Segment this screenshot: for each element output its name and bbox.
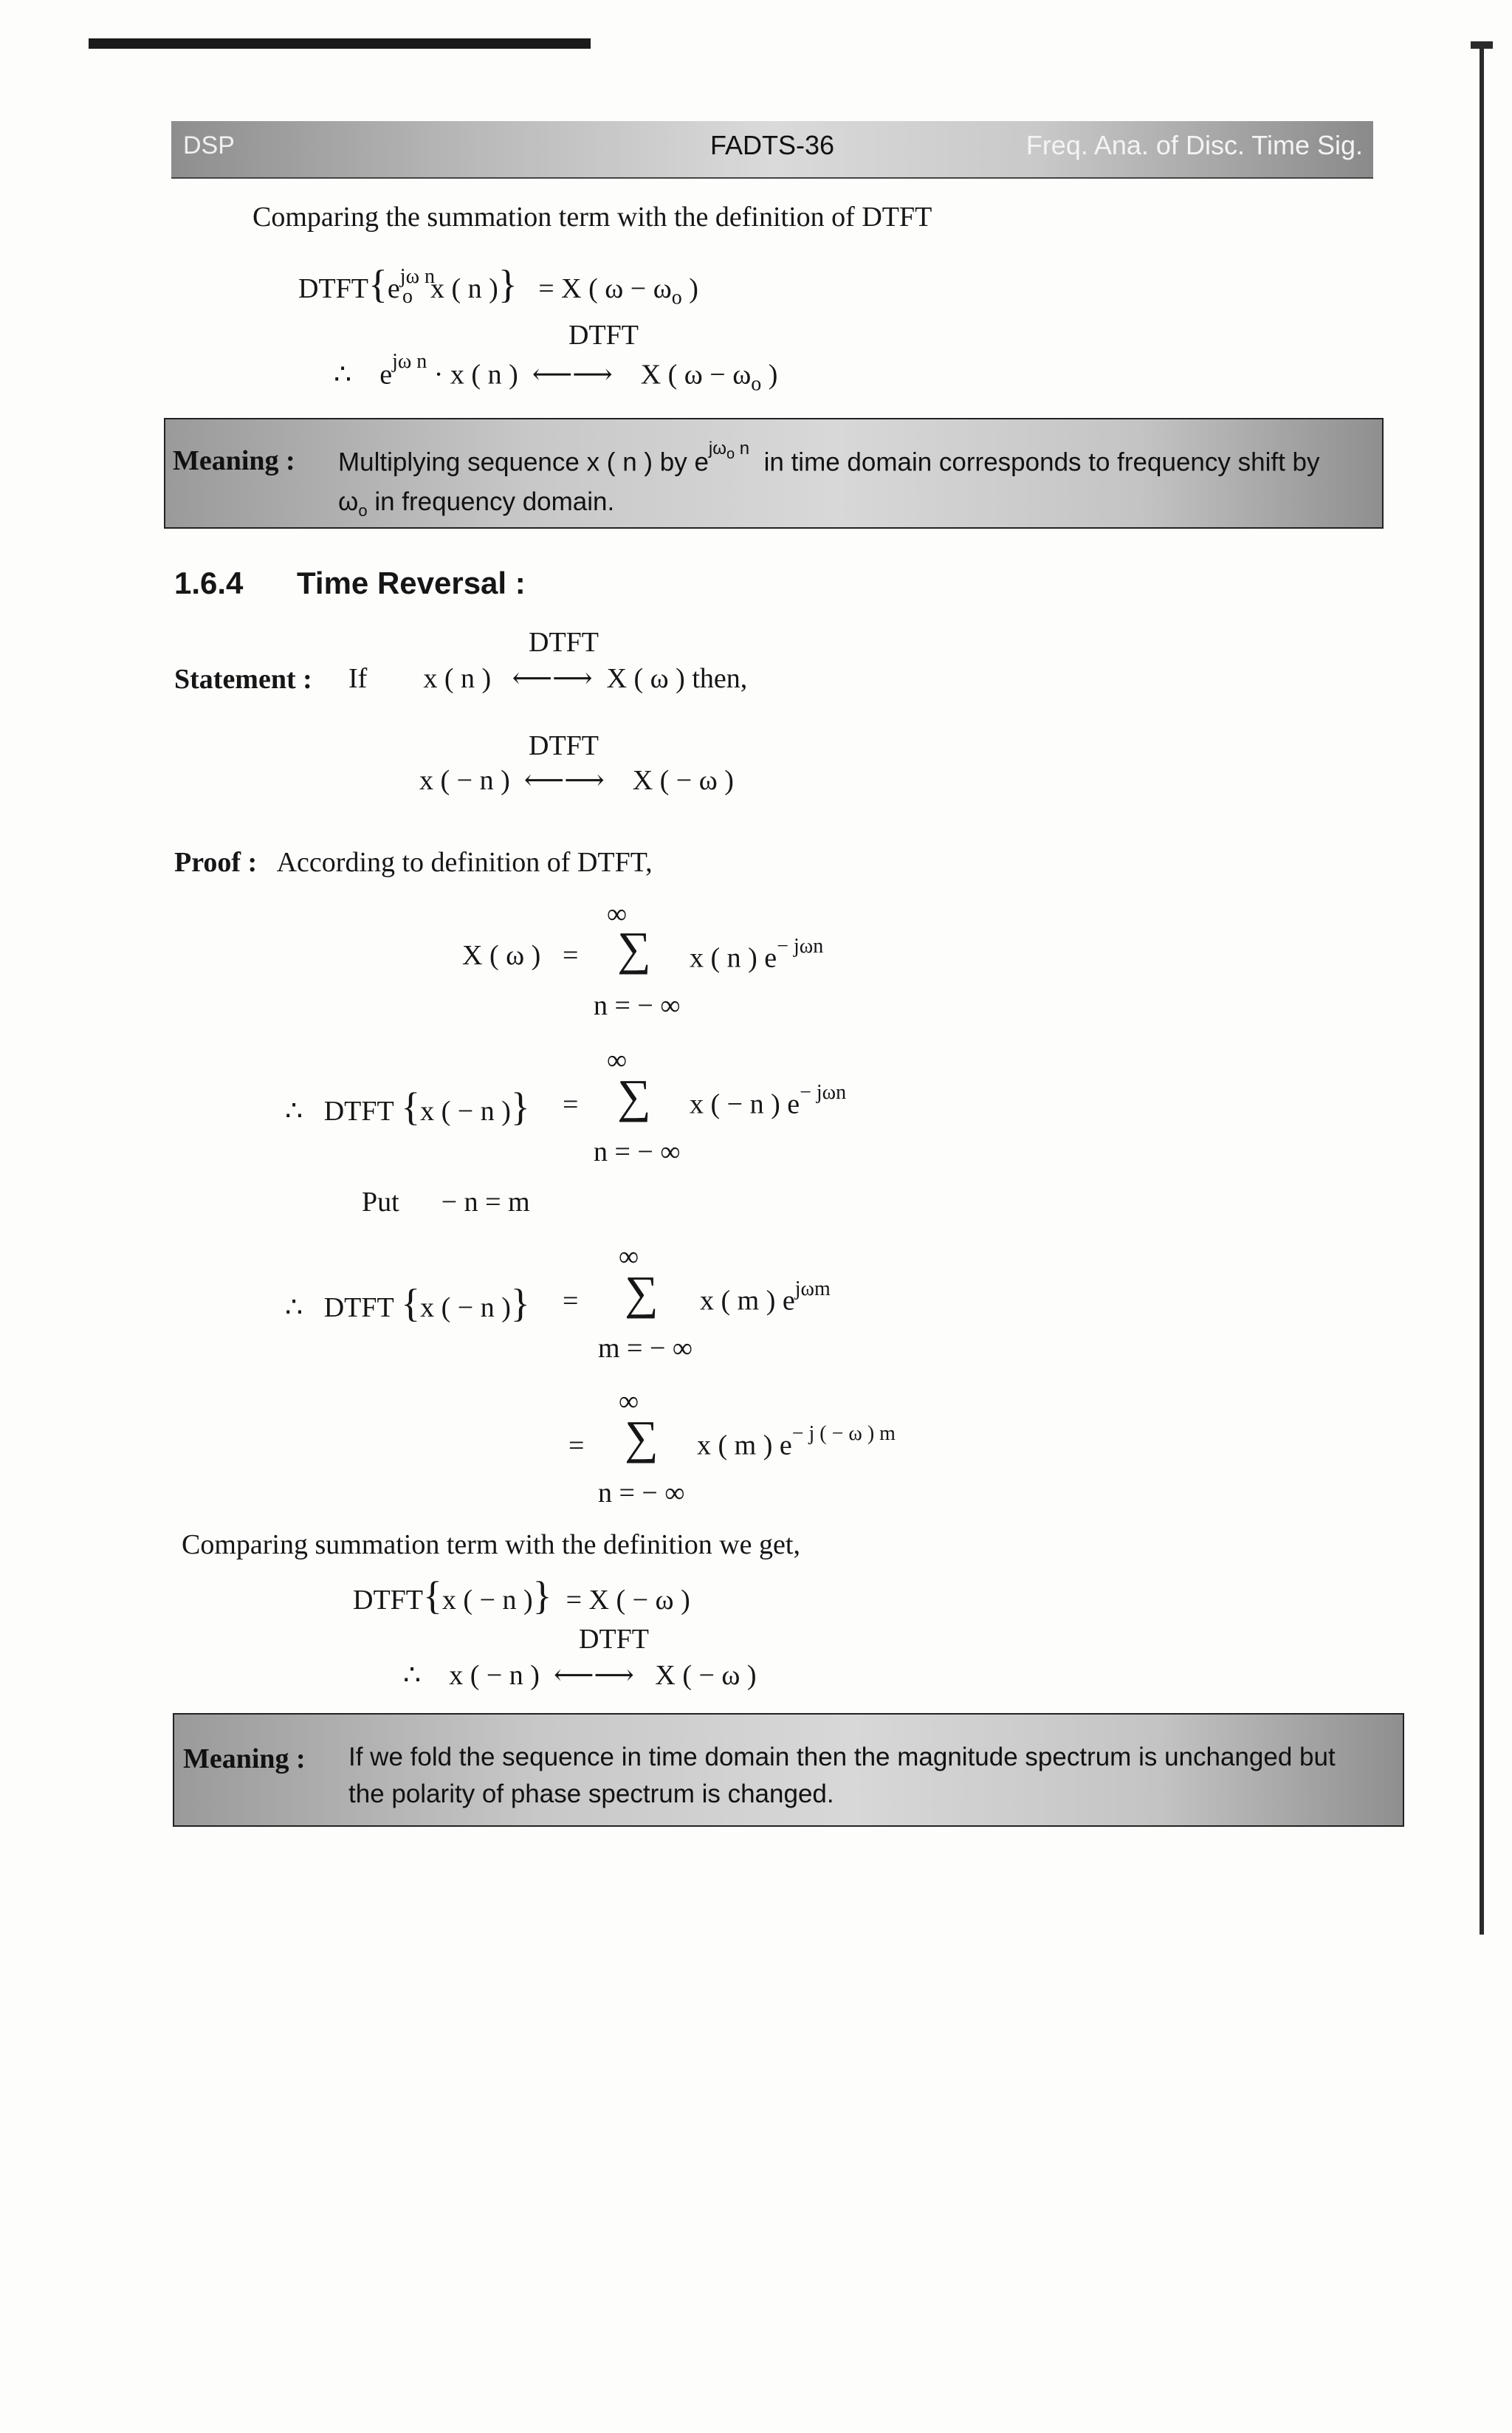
shift-eq-2: ∴ $e^{j\omega n} \cdot x$ ( n ) ⟵⟶ X ( $\omega - \omega_o$ ) xyxy=(334,350,778,396)
eqA-sigma: ∑ xyxy=(617,922,651,975)
exponent: − jωn xyxy=(777,935,824,958)
meaning-label: Meaning : xyxy=(173,445,295,476)
top-edge-bar xyxy=(89,38,591,49)
meaning-line-2 xyxy=(338,487,614,521)
meaning-text-part: in time domain corresponds to frequency shift by xyxy=(763,447,1320,477)
meaning-text-part: in frequency domain. xyxy=(374,487,615,516)
meaning-box-2 xyxy=(173,1713,1404,1827)
eqA-equals: = xyxy=(563,940,579,971)
header-left: DSP xyxy=(183,131,235,159)
eqC-term xyxy=(700,1277,831,1317)
proof-label: Proof : xyxy=(174,847,258,878)
bidirectional-arrow: ⟵⟶ xyxy=(553,1660,634,1691)
x-of-n: x ( n ) xyxy=(430,273,498,304)
statement-dtft-label-2: DTFT xyxy=(529,730,599,761)
rhs-x-shift-2: X ( ω − ω xyxy=(640,359,752,391)
bidirectional-arrow: ⟵⟶ xyxy=(523,765,605,796)
eqB-lower-limit: n = − ∞ xyxy=(594,1136,681,1167)
dtft-word: DTFT xyxy=(353,1585,423,1616)
put-word: Put xyxy=(362,1187,399,1218)
sub-o: o xyxy=(671,286,682,309)
section-title: Time Reversal : xyxy=(297,566,526,600)
eqC-sigma: ∑ xyxy=(625,1266,659,1319)
x-of-minus-n: x ( − n ) xyxy=(441,1585,533,1616)
eqA-lhs: X ( ω ) xyxy=(462,940,541,971)
eqD-upper-limit: ∞ xyxy=(619,1386,639,1417)
result-eq: DTFT{x ( − n )} = X ( − ω ) xyxy=(353,1574,690,1618)
exp-jwn: jω n xyxy=(392,350,427,373)
eqA-upper-limit: ∞ xyxy=(607,899,628,930)
eqB-lhs: ∴ DTFT {x ( − n )} xyxy=(285,1085,530,1129)
eqD-sigma: ∑ xyxy=(625,1411,659,1463)
result-pair xyxy=(403,1658,757,1692)
section-number: 1.6.4 xyxy=(174,566,244,600)
put-line xyxy=(362,1186,530,1218)
rhs-x-shift: = X ( ω − ω xyxy=(538,273,672,304)
term-x-e: x ( n ) e xyxy=(690,942,777,974)
x-of-minus-n: x ( − n ) xyxy=(420,1096,511,1127)
shift-eq-1: $DTFT\{e^{j\omega n}_o$ x ( n )} = X ( $\omega - \omega_o$ ) xyxy=(298,262,698,309)
statement-label xyxy=(174,663,312,696)
paren-close: ) xyxy=(689,273,698,304)
eqD-equals: = xyxy=(568,1430,585,1461)
term-x-e: x ( m ) e xyxy=(700,1285,795,1317)
sub-o: o xyxy=(751,372,762,396)
therefore-symbol: ∴ xyxy=(285,1096,303,1127)
therefore-symbol: ∴ xyxy=(403,1660,422,1691)
therefore-symbol: ∴ xyxy=(334,359,352,391)
dtft-word: DTFT xyxy=(298,273,368,304)
substitution: − n = m xyxy=(441,1187,530,1218)
compare2-text: Comparing summation term with the definition we get, xyxy=(182,1529,800,1560)
eqB-sigma: ∑ xyxy=(617,1070,651,1122)
compare-text: Comparing the summation term with the definition of DTFT xyxy=(252,202,932,233)
eqB-term xyxy=(690,1081,847,1121)
statement-dtft-label: DTFT xyxy=(529,627,599,658)
exp-jw: jω xyxy=(708,439,726,459)
proof-intro: According to definition of DTFT, xyxy=(276,847,653,878)
paren-close: ) xyxy=(768,359,778,391)
header-chapter: Freq. Ana. of Disc. Time Sig. xyxy=(1025,130,1363,160)
eqD-term xyxy=(697,1422,896,1462)
x-of-minus-omega: X ( − ω ) xyxy=(655,1660,757,1691)
term-x-e: x ( m ) e xyxy=(697,1430,792,1461)
x-of-minus-n: x ( − n ) xyxy=(449,1660,540,1691)
if-word: If xyxy=(348,663,368,694)
dtft-word: DTFT xyxy=(323,1292,394,1323)
meaning-box-1 xyxy=(164,418,1384,529)
eqC-equals: = xyxy=(563,1286,579,1317)
binding-edge-line xyxy=(1480,44,1484,1935)
meaning-line-1 xyxy=(338,439,1320,478)
bidirectional-arrow: ⟵⟶ xyxy=(532,359,613,391)
running-header xyxy=(171,121,1373,179)
eqB-upper-limit: ∞ xyxy=(607,1045,628,1076)
eqB-equals: = xyxy=(563,1089,579,1120)
sub-o: o xyxy=(402,284,413,308)
exp-n: n xyxy=(739,439,750,459)
equals-x-minus-omega: = X ( − ω ) xyxy=(566,1585,690,1616)
meaning-line-2: the polarity of phase spectrum is changed. xyxy=(348,1780,834,1808)
eqA-term xyxy=(690,935,824,975)
eqC-upper-limit: ∞ xyxy=(619,1241,639,1272)
eqC-lhs: ∴ DTFT {x ( − n )} xyxy=(285,1281,530,1325)
x-of-minus-n: x ( − n ) xyxy=(419,765,510,796)
exponent: jωm xyxy=(794,1277,831,1300)
proof-line xyxy=(174,846,653,879)
dot-x-of-n: · x ( n ) xyxy=(433,359,518,391)
bidirectional-arrow: ⟵⟶ xyxy=(512,663,593,694)
therefore-symbol: ∴ xyxy=(285,1292,303,1323)
meaning-line-1: If we fold the sequence in time domain then the magnitude spectrum is unchanged but xyxy=(348,1743,1336,1771)
statement-word: Statement : xyxy=(174,664,312,695)
x-of-minus-n: x ( − n ) xyxy=(420,1292,511,1323)
exponent: − jωn xyxy=(800,1081,847,1104)
x-of-omega: X ( ω ) then, xyxy=(606,663,748,694)
statement-line-2 xyxy=(419,763,734,797)
omega-symbol: ω xyxy=(338,487,359,516)
result-dtft-label: DTFT xyxy=(579,1624,649,1655)
dtft-arrow-label: DTFT xyxy=(568,320,639,351)
x-of-minus-omega: X ( − ω ) xyxy=(632,765,734,796)
eqC-lower-limit: m = − ∞ xyxy=(598,1333,693,1364)
x-of-n: x ( n ) xyxy=(423,663,492,694)
statement-line xyxy=(348,662,747,695)
meaning-text-part: Multiplying sequence x ( n ) by e xyxy=(338,447,709,477)
exponent: − j ( − ω ) m xyxy=(791,1422,896,1445)
header-page-id: FADTS-36 xyxy=(710,130,835,160)
sub-o: o xyxy=(726,445,735,462)
eqA-lower-limit: n = − ∞ xyxy=(594,990,681,1021)
term-x-e: x ( − n ) e xyxy=(690,1088,800,1120)
eqD-lower-limit: n = − ∞ xyxy=(598,1478,685,1509)
dtft-word: DTFT xyxy=(323,1096,394,1127)
exp-jwn: jω n xyxy=(399,265,436,289)
meaning-label: Meaning : xyxy=(183,1743,306,1774)
sub-o: o xyxy=(358,501,368,520)
